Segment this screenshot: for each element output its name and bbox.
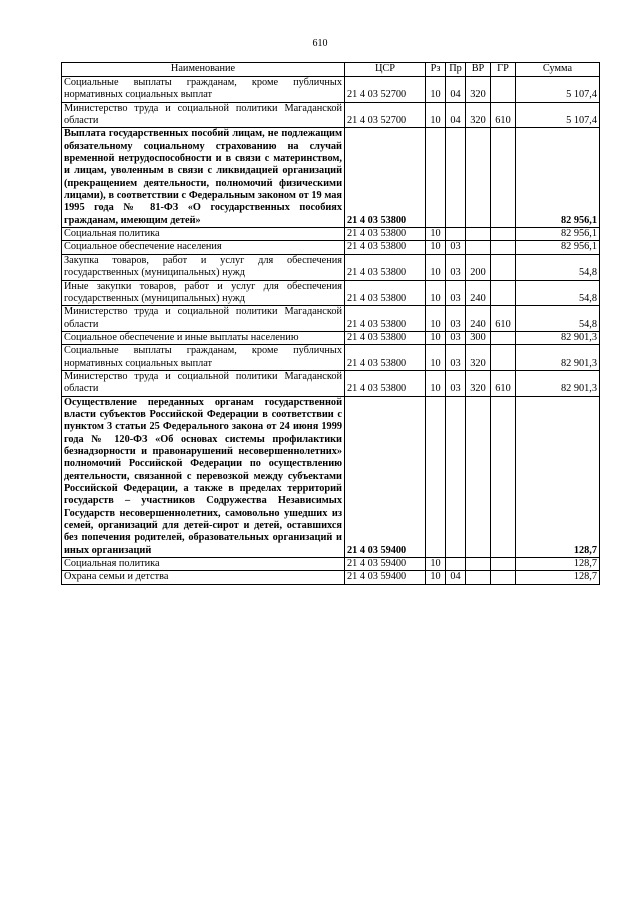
cell-sum: 128,7 <box>516 571 600 584</box>
cell-csr: 21 4 03 53800 <box>345 280 426 306</box>
cell-pr: 04 <box>446 102 466 128</box>
table-row <box>62 331 600 344</box>
cell-rz: 10 <box>426 280 446 306</box>
table-row <box>62 102 600 128</box>
cell-name: Закупка товаров, работ и услуг для обеспечения государственных (муниципальных) нужд <box>62 254 345 280</box>
cell-name: Социальное обеспечение и иные выплаты населению <box>62 331 345 344</box>
cell-rz: 10 <box>426 571 446 584</box>
cell-rz: 10 <box>426 331 446 344</box>
cell-name: Министерство труда и социальной политики Магаданской области <box>62 370 345 396</box>
cell-name: Социальные выплаты гражданам, кроме публичных нормативных социальных выплат <box>62 77 345 103</box>
table-row <box>62 571 600 584</box>
header-vr: ВР <box>466 63 491 77</box>
cell-pr <box>446 128 466 228</box>
cell-gr <box>491 396 516 557</box>
cell-pr: 04 <box>446 571 466 584</box>
cell-name: Осуществление переданных органам государственной власти субъектов Российской Федерации в соответствии с пунктом 3 статьи 25 Федерального закона от 24 июня 1999 года № 120-ФЗ «Об основах системы профилактики безнадзорности и правонарушений несовершеннолетних» полномочий Российской Федерации по осуществлению деятельности, связанной с перевозкой между субъектами Российской Федерации, а также в пределах территорий государств – участников Содружества Независимых Государств несовершеннолетних, самовольно ушедших из семей, организаций для детей-сирот и детей, оставшихся без попечения родителей, образовательных организаций и иных организаций <box>62 396 345 557</box>
cell-pr <box>446 228 466 241</box>
cell-sum: 128,7 <box>516 396 600 557</box>
cell-pr <box>446 558 466 571</box>
cell-rz <box>426 128 446 228</box>
cell-gr <box>491 254 516 280</box>
cell-sum: 82 901,3 <box>516 370 600 396</box>
cell-rz: 10 <box>426 254 446 280</box>
cell-vr: 320 <box>466 370 491 396</box>
cell-name: Социальная политика <box>62 558 345 571</box>
cell-gr: 610 <box>491 370 516 396</box>
cell-gr <box>491 128 516 228</box>
cell-sum: 54,8 <box>516 306 600 332</box>
cell-pr: 04 <box>446 77 466 103</box>
cell-csr: 21 4 03 53800 <box>345 331 426 344</box>
cell-csr: 21 4 03 59400 <box>345 396 426 557</box>
cell-rz: 10 <box>426 370 446 396</box>
table-row <box>62 345 600 371</box>
cell-rz: 10 <box>426 228 446 241</box>
cell-vr: 320 <box>466 345 491 371</box>
cell-csr: 21 4 03 53800 <box>345 345 426 371</box>
cell-pr: 03 <box>446 241 466 254</box>
cell-rz <box>426 396 446 557</box>
cell-sum: 5 107,4 <box>516 102 600 128</box>
cell-gr: 610 <box>491 102 516 128</box>
cell-vr: 320 <box>466 77 491 103</box>
cell-gr <box>491 280 516 306</box>
table-row <box>62 228 600 241</box>
budget-table <box>61 62 600 585</box>
cell-name: Министерство труда и социальной политики Магаданской области <box>62 102 345 128</box>
cell-name: Министерство труда и социальной политики Магаданской области <box>62 306 345 332</box>
cell-vr: 320 <box>466 102 491 128</box>
cell-rz: 10 <box>426 345 446 371</box>
cell-csr: 21 4 03 52700 <box>345 77 426 103</box>
cell-sum: 82 956,1 <box>516 241 600 254</box>
cell-vr <box>466 228 491 241</box>
cell-vr: 240 <box>466 280 491 306</box>
cell-pr: 03 <box>446 345 466 371</box>
cell-csr: 21 4 03 53800 <box>345 254 426 280</box>
cell-rz: 10 <box>426 102 446 128</box>
table-row <box>62 370 600 396</box>
cell-gr <box>491 241 516 254</box>
table-row <box>62 241 600 254</box>
table-row <box>62 128 600 228</box>
cell-rz: 10 <box>426 77 446 103</box>
cell-vr <box>466 241 491 254</box>
cell-csr: 21 4 03 52700 <box>345 102 426 128</box>
cell-pr: 03 <box>446 254 466 280</box>
cell-sum: 82 956,1 <box>516 128 600 228</box>
cell-name: Социальная политика <box>62 228 345 241</box>
cell-gr <box>491 228 516 241</box>
cell-sum: 82 956,1 <box>516 228 600 241</box>
cell-name: Социальные выплаты гражданам, кроме публичных нормативных социальных выплат <box>62 345 345 371</box>
cell-name: Иные закупки товаров, работ и услуг для обеспечения государственных (муниципальных) нужд <box>62 280 345 306</box>
cell-vr: 300 <box>466 331 491 344</box>
header-csr: ЦСР <box>345 63 426 77</box>
cell-sum: 54,8 <box>516 280 600 306</box>
cell-name: Социальное обеспечение населения <box>62 241 345 254</box>
cell-sum: 128,7 <box>516 558 600 571</box>
cell-pr: 03 <box>446 280 466 306</box>
header-sum: Сумма <box>516 63 600 77</box>
cell-csr: 21 4 03 53800 <box>345 241 426 254</box>
cell-gr <box>491 331 516 344</box>
table-row <box>62 396 600 557</box>
table-row <box>62 280 600 306</box>
table-row <box>62 306 600 332</box>
cell-csr: 21 4 03 53800 <box>345 370 426 396</box>
header-rz: Рз <box>426 63 446 77</box>
cell-gr <box>491 571 516 584</box>
cell-name: Охрана семьи и детства <box>62 571 345 584</box>
cell-gr <box>491 77 516 103</box>
cell-vr <box>466 571 491 584</box>
cell-csr: 21 4 03 59400 <box>345 571 426 584</box>
cell-pr: 03 <box>446 306 466 332</box>
cell-gr <box>491 345 516 371</box>
header-pr: Пр <box>446 63 466 77</box>
cell-vr <box>466 128 491 228</box>
cell-csr: 21 4 03 59400 <box>345 558 426 571</box>
cell-gr: 610 <box>491 306 516 332</box>
cell-sum: 82 901,3 <box>516 331 600 344</box>
cell-rz: 10 <box>426 241 446 254</box>
cell-sum: 54,8 <box>516 254 600 280</box>
cell-vr: 240 <box>466 306 491 332</box>
table-row <box>62 558 600 571</box>
cell-pr: 03 <box>446 331 466 344</box>
header-gr: ГР <box>491 63 516 77</box>
cell-rz: 10 <box>426 306 446 332</box>
table-row <box>62 77 600 103</box>
cell-vr <box>466 558 491 571</box>
table-body <box>62 77 600 585</box>
page-number: 610 <box>312 38 328 49</box>
table-row <box>62 254 600 280</box>
cell-sum: 5 107,4 <box>516 77 600 103</box>
cell-rz: 10 <box>426 558 446 571</box>
cell-vr <box>466 396 491 557</box>
header-row <box>62 63 600 77</box>
cell-name: Выплата государственных пособий лицам, не подлежащим обязательному социальному страхованию на случай временной нетрудоспособности и в связи с материнством, и лицам, уволенным в связи с ликвидацией организаций (прекращением деятельности, полномочий физическими лицами), в соответствии с Федеральным законом от 19 мая 1995 года № 81-ФЗ «О государственных пособиях гражданам, имеющим детей» <box>62 128 345 228</box>
cell-sum: 82 901,3 <box>516 345 600 371</box>
cell-pr: 03 <box>446 370 466 396</box>
cell-csr: 21 4 03 53800 <box>345 128 426 228</box>
header-name: Наименование <box>62 63 345 77</box>
cell-pr <box>446 396 466 557</box>
cell-csr: 21 4 03 53800 <box>345 228 426 241</box>
cell-vr: 200 <box>466 254 491 280</box>
cell-gr <box>491 558 516 571</box>
cell-csr: 21 4 03 53800 <box>345 306 426 332</box>
